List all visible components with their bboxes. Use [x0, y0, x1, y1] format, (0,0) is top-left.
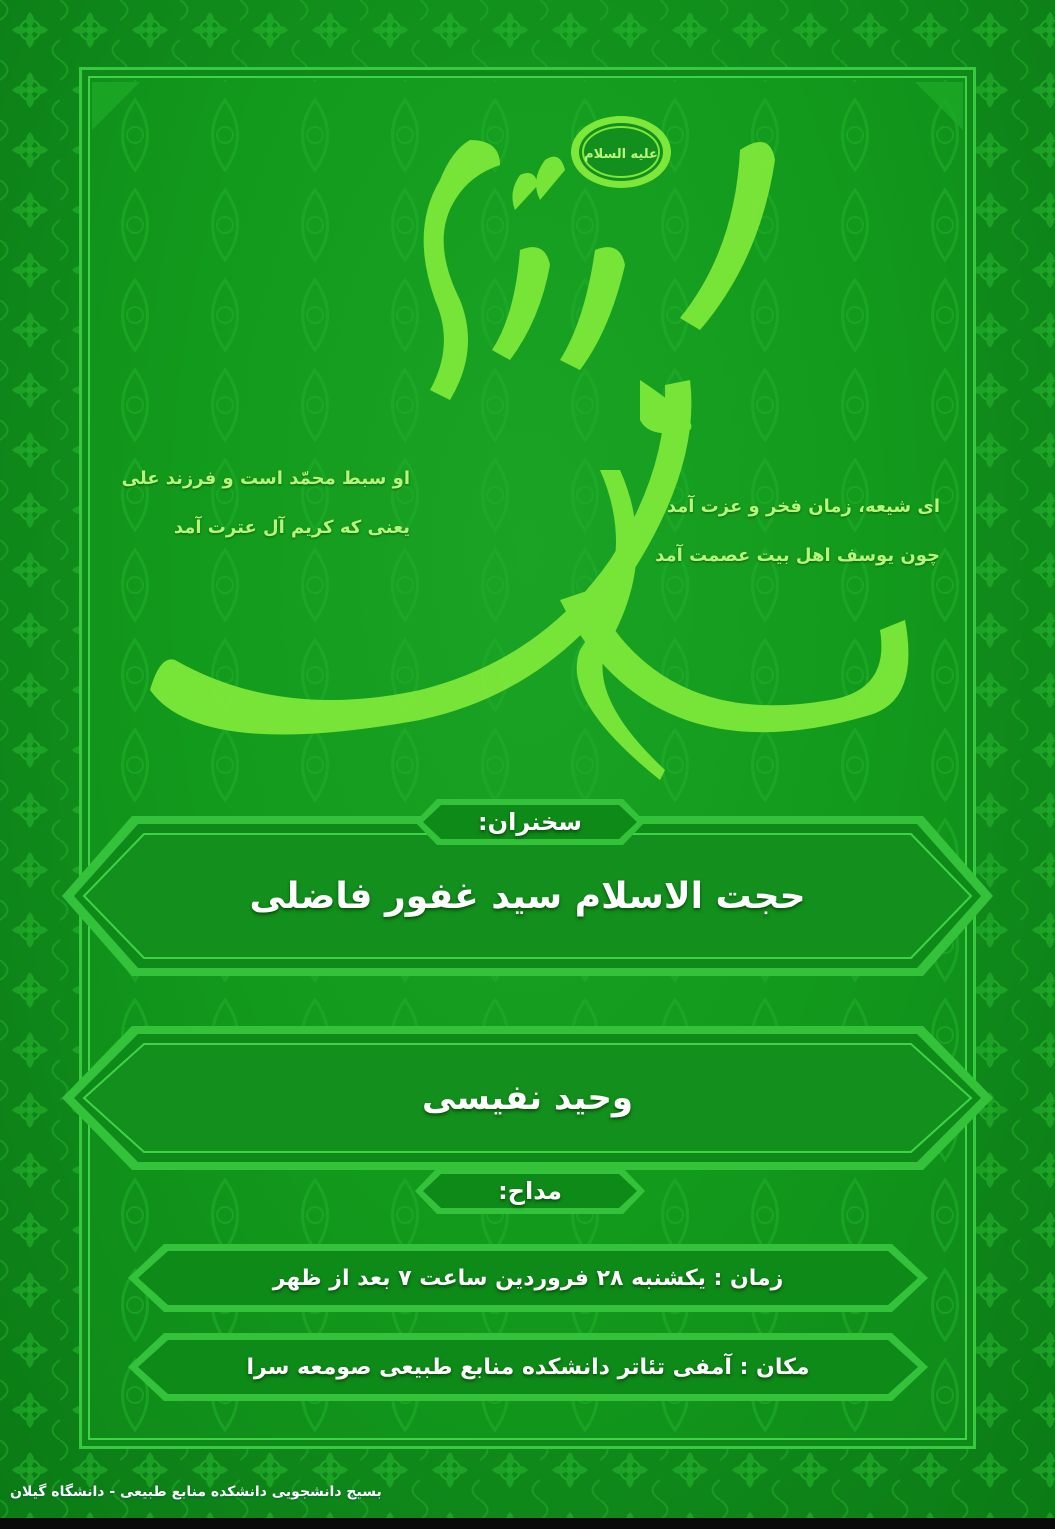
eulogist-name-banner	[62, 1022, 993, 1174]
eulogist-label: مداح:	[498, 1177, 562, 1205]
organizer-footer: بسیج دانشجویی دانشکده منابع طبیعی - دانشگاه گیلان	[10, 1484, 382, 1500]
speaker-name: حجت الاسلام سید غفور فاضلی	[249, 875, 806, 917]
eulogist-name: وحید نفیسی	[421, 1078, 634, 1118]
svg-text:علیه السلام: علیه السلام	[584, 147, 658, 162]
poem-right	[650, 496, 940, 594]
speaker-label-pill	[415, 797, 645, 847]
poem-line: ای شیعه، زمان فخر و عزت آمد	[666, 496, 940, 517]
bottom-bar	[0, 1518, 1055, 1529]
seal-emblem	[566, 112, 676, 192]
poem-line: چون یوسف اهل بیت عصمت آمد	[655, 545, 940, 566]
speaker-label: سخنران:	[478, 808, 582, 836]
poem-left	[121, 468, 410, 566]
event-time: زمان : یکشنبه ۲۸ فروردین ساعت ۷ بعد از ظهر	[272, 1265, 784, 1291]
place-banner	[128, 1331, 928, 1403]
poem-line: او سبط محمّد است و فرزند علی	[121, 468, 410, 489]
poem-line: یعنی که کریم آل عترت آمد	[173, 517, 410, 538]
event-place: مکان : آمفی تئاتر دانشکده منابع طبیعی صومعه سرا	[246, 1354, 810, 1380]
time-banner	[128, 1242, 928, 1314]
eulogist-label-pill	[415, 1166, 645, 1216]
